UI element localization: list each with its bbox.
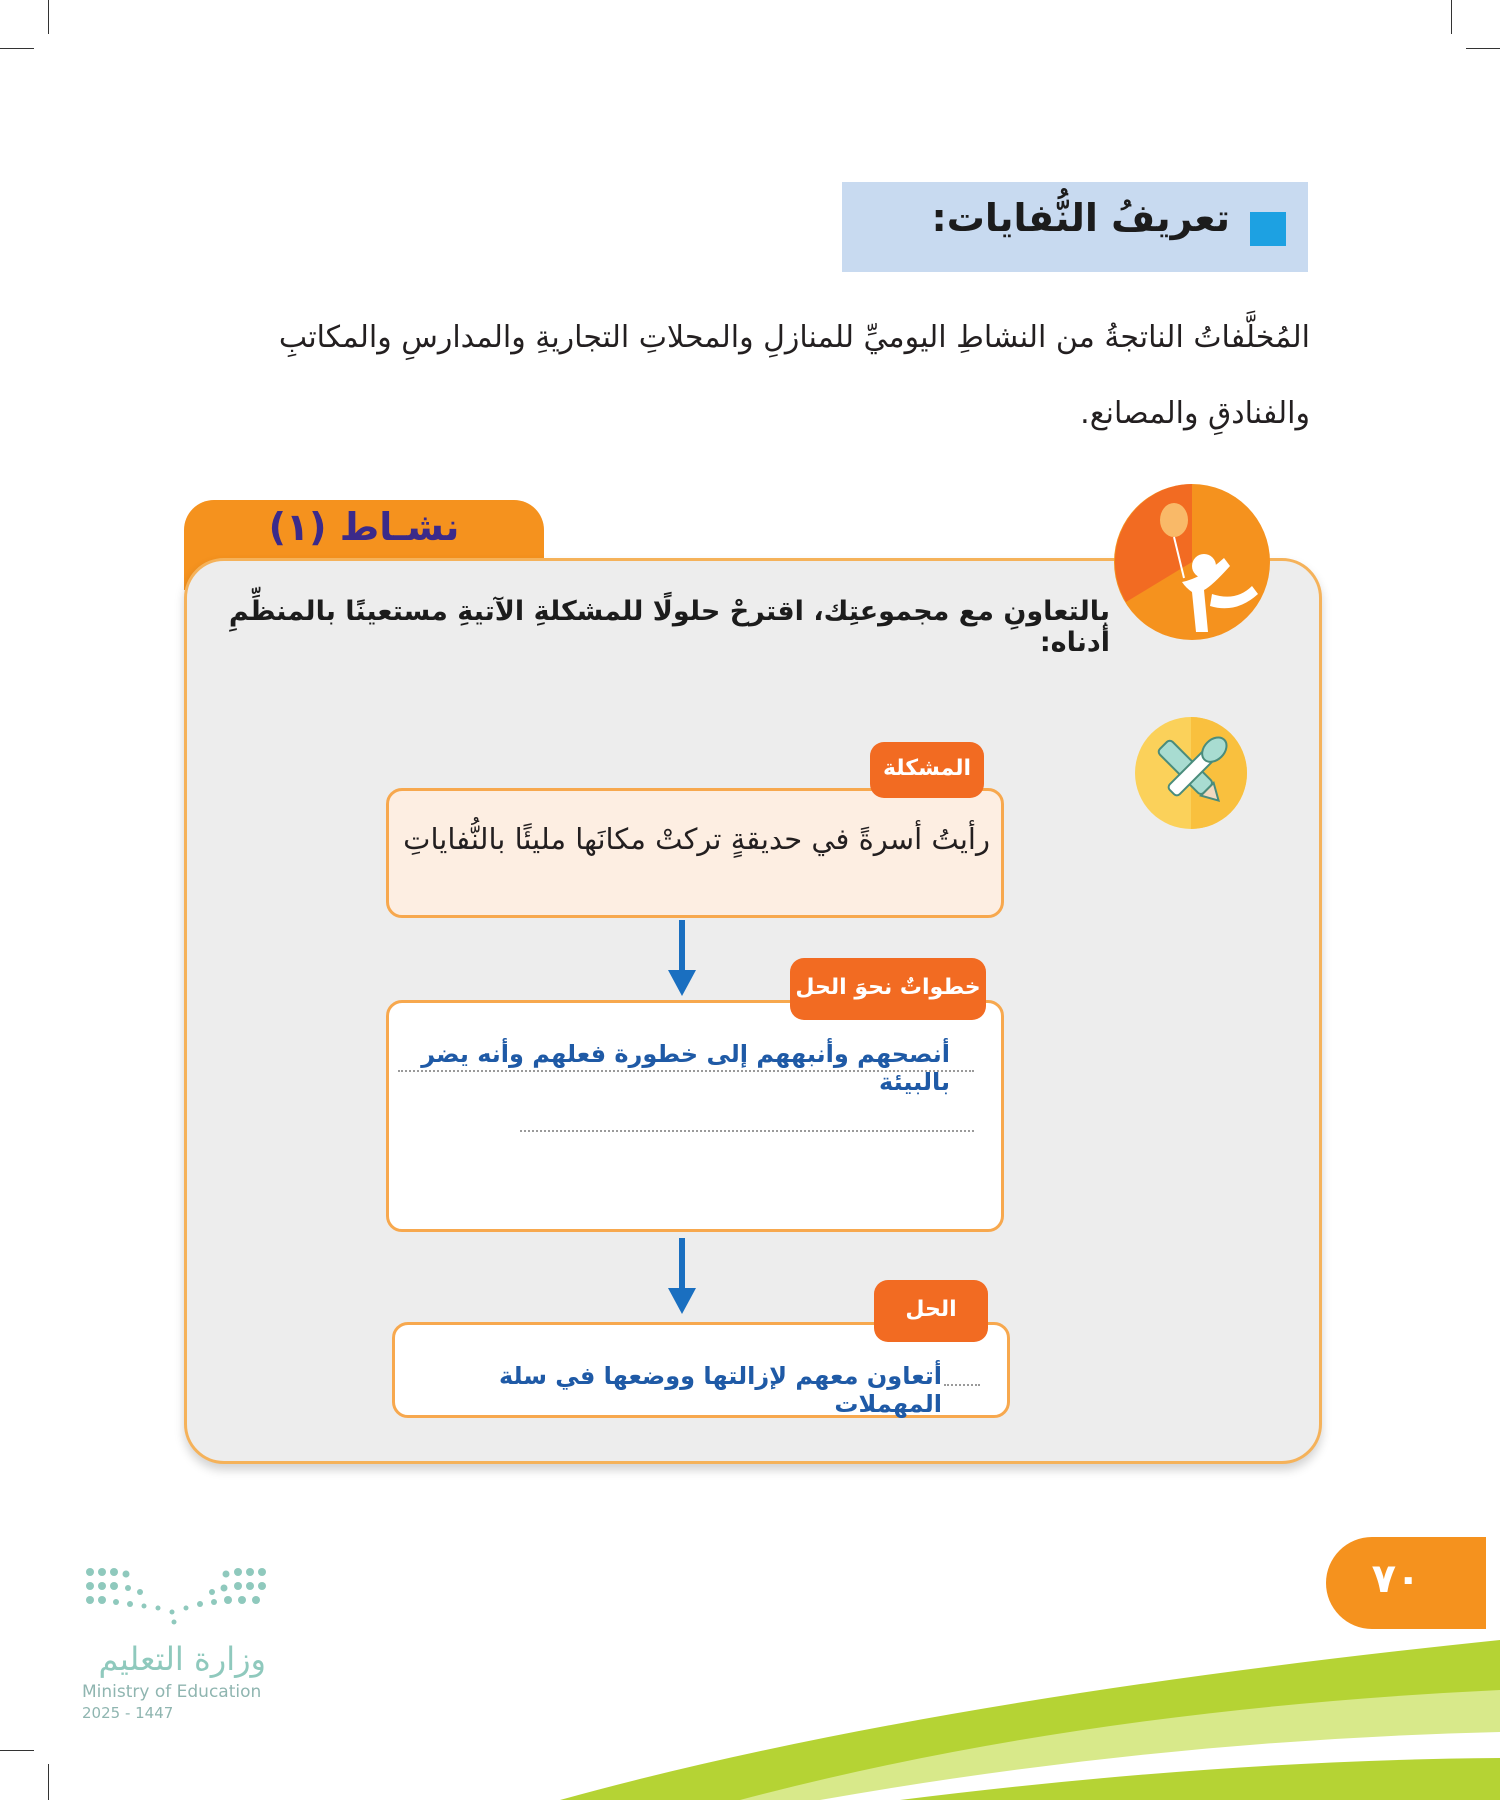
balloon-child-icon <box>1112 482 1272 642</box>
page-number: ٧٠ <box>1371 1556 1421 1602</box>
crop-mark <box>0 48 34 49</box>
square-bullet-icon <box>1250 212 1286 246</box>
ministry-year: 2025 - 1447 <box>82 1704 174 1722</box>
definition-paragraph: المُخلَّفاتُ الناتجةُ من النشاطِ اليوميِّ للمنازلِ والمحلاتِ التجاريةِ والمدارسِ والمكاتبِ والفنادقِ والمصانع. <box>278 320 1310 431</box>
crop-mark <box>1466 48 1500 49</box>
steps-label: خطواتٌ نحوَ الحل <box>790 958 986 1020</box>
crop-mark <box>1451 0 1452 34</box>
crop-mark <box>48 0 49 34</box>
down-arrow-icon <box>668 1238 696 1314</box>
activity-title: نشـاط (١) <box>268 505 460 549</box>
decorative-wave <box>560 1640 1500 1800</box>
solution-label: الحل <box>874 1280 988 1342</box>
problem-text: رأيتُ أسرةً في حديقةٍ تركتْ مكانَها مليئًا بالنُّفاياتِ <box>403 822 990 856</box>
down-arrow-icon <box>668 920 696 996</box>
crop-mark <box>48 1764 49 1800</box>
problem-label: المشكلة <box>870 742 984 798</box>
answer-line <box>944 1384 980 1386</box>
steps-answer[interactable]: أنصحهم وأنبههم إلى خطورة فعلهم وأنه يضر بالبيئة <box>421 1040 950 1096</box>
pencil-brush-icon <box>1134 716 1248 830</box>
section-heading-bar <box>842 182 1308 272</box>
ministry-name-arabic: وزارة التعليم <box>98 1640 266 1678</box>
answer-line <box>520 1130 974 1132</box>
solution-answer[interactable]: أتعاون معهم لإزالتها ووضعها في سلة المهملات <box>498 1362 942 1418</box>
ministry-name-english: Ministry of Education <box>82 1682 262 1702</box>
ministry-logo-icon <box>82 1562 268 1628</box>
crop-mark <box>0 1750 34 1751</box>
activity-instruction: بالتعاونِ مع مجموعتِك، اقترحْ حلولًا للمشكلةِ الآتيةِ مستعينًا بالمنظِّمِ أدناه: <box>228 596 1110 658</box>
steps-box <box>386 1000 1004 1232</box>
section-heading: تعريفُ النُّفايات: <box>931 196 1230 240</box>
